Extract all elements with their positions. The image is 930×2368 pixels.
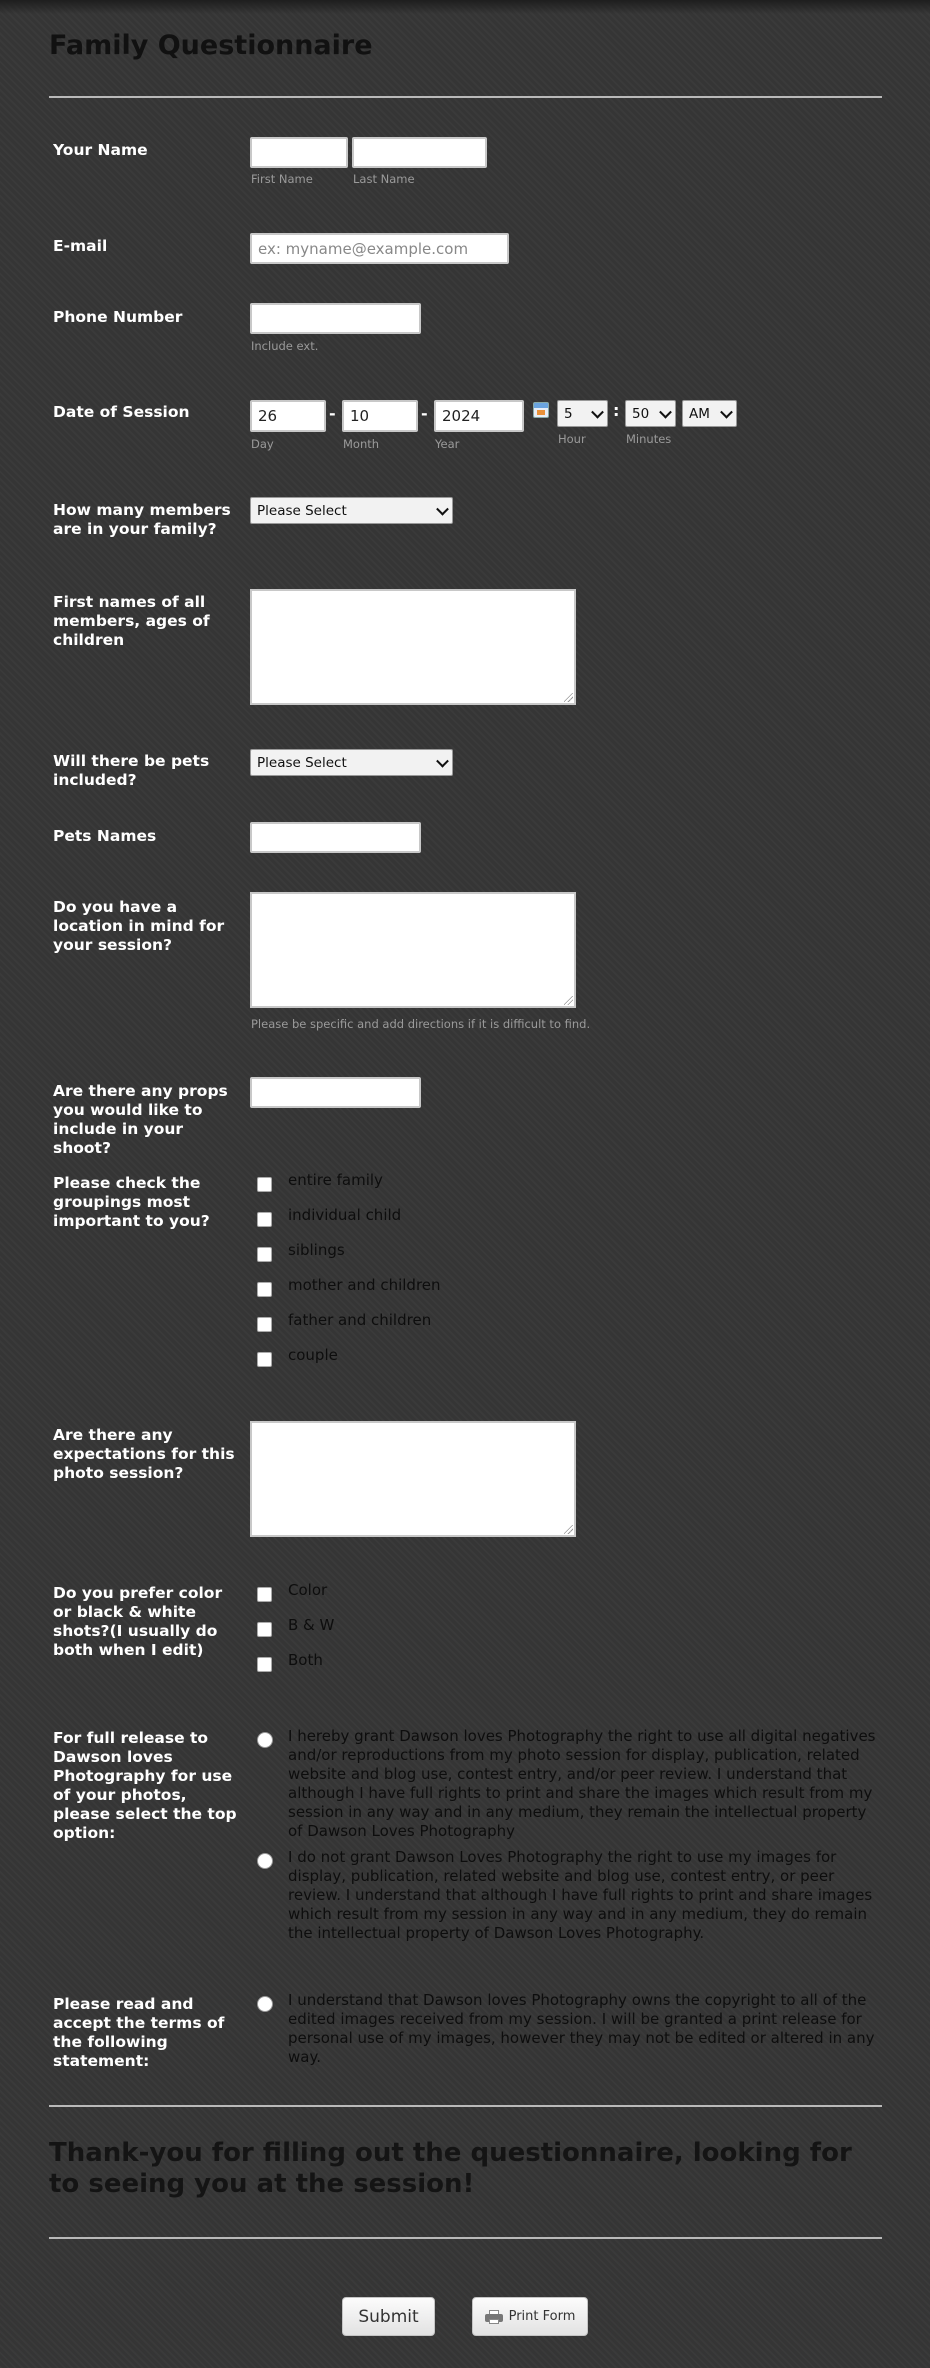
name-label: Your Name [53, 141, 148, 159]
pets-selected: Please Select [257, 754, 347, 771]
chevron-down-icon [659, 405, 672, 418]
first-name-input[interactable] [250, 137, 348, 168]
expectations-textarea[interactable] [250, 1421, 576, 1537]
submit-button-label: Submit [358, 2306, 419, 2327]
first-name-sublabel: First Name [251, 172, 313, 186]
color-pref-option-label: Color [288, 1581, 328, 1599]
terms-radio[interactable] [257, 1996, 273, 2012]
release-radio-deny[interactable] [257, 1853, 273, 1869]
year-sublabel: Year [435, 437, 460, 451]
members-selected: Please Select [257, 502, 347, 519]
color-pref-checkbox[interactable] [257, 1587, 272, 1602]
print-form-button[interactable] [472, 2297, 588, 2336]
chevron-down-icon [436, 754, 449, 767]
form-title: Family Questionnaire [49, 30, 373, 61]
phone-label: Phone Number [53, 308, 183, 326]
expectations-label: Are there any expectations for this photo session? [53, 1426, 235, 1482]
last-name-input[interactable] [352, 137, 487, 168]
names-ages-textarea[interactable] [250, 589, 576, 705]
pets-label: Will there be pets included? [53, 752, 210, 789]
resize-handle-icon[interactable] [564, 996, 573, 1005]
pets-names-input[interactable] [250, 822, 421, 853]
thank-you-heading: Thank-you for filling out the questionnaire, looking for to seeing you at the session! [49, 2138, 852, 2199]
phone-input[interactable] [250, 303, 421, 334]
section-divider [49, 2105, 882, 2107]
section-divider [49, 2237, 882, 2239]
props-input[interactable] [250, 1077, 421, 1108]
color-pref-checkbox[interactable] [257, 1622, 272, 1637]
day-sublabel: Day [251, 437, 274, 451]
chevron-down-icon [436, 502, 449, 515]
release-option-deny: I do not grant Dawson Loves Photography the right to use my images for display, publication, related website and blog use, contest entry, or peer review. I understand that although I have full rights to print and share images which result from my session in any way and in any medium, they do remain the intellectual property of Dawson Loves Photography. [288, 1848, 873, 1942]
hour-select[interactable] [557, 400, 608, 427]
location-label: Do you have a location in mind for your session? [53, 898, 225, 954]
release-label: For full release to Dawson loves Photography for use of your photos, please select the top option: [53, 1729, 237, 1842]
grouping-checkbox[interactable] [257, 1212, 272, 1227]
date-label: Date of Session [53, 403, 190, 421]
resize-handle-icon[interactable] [564, 693, 573, 702]
grouping-option-label: mother and children [288, 1276, 441, 1294]
minutes-select[interactable] [625, 400, 676, 427]
location-sublabel: Please be specific and add directions if it is difficult to find. [251, 1017, 591, 1031]
terms-option: I understand that Dawson loves Photography owns the copyright to all of the edited images received from my session. I will be granted a print release for personal use of my images, however they may not be edited or altered in any way. [288, 1991, 875, 2066]
names-ages-label: First names of all members, ages of children [53, 593, 210, 649]
grouping-checkbox[interactable] [257, 1282, 272, 1297]
chevron-down-icon [720, 405, 733, 418]
minutes-sublabel: Minutes [626, 432, 672, 446]
grouping-option-label: entire family [288, 1171, 383, 1189]
email-input[interactable] [250, 233, 509, 264]
hour-value: 5 [564, 405, 573, 422]
year-input[interactable] [434, 400, 524, 432]
submit-button[interactable] [342, 2297, 435, 2336]
print-form-label: Print Form [508, 2309, 576, 2324]
members-select[interactable] [250, 497, 453, 524]
grouping-checkbox[interactable] [257, 1317, 272, 1332]
grouping-option-label: individual child [288, 1206, 402, 1224]
header-divider [49, 96, 882, 98]
color-pref-option-label: B & W [288, 1616, 335, 1634]
color-pref-checkbox[interactable] [257, 1657, 272, 1672]
terms-label: Please read and accept the terms of the following statement: [53, 1995, 225, 2070]
grouping-option-label: father and children [288, 1311, 432, 1329]
day-input[interactable] [250, 400, 326, 432]
chevron-down-icon [591, 405, 604, 418]
grouping-checkbox[interactable] [257, 1177, 272, 1192]
month-input[interactable] [342, 400, 418, 432]
groupings-label: Please check the groupings most important to you? [53, 1174, 210, 1230]
grouping-option-label: couple [288, 1346, 338, 1364]
top-shadow [0, 0, 930, 14]
grouping-checkbox[interactable] [257, 1352, 272, 1367]
date-separator: - [421, 404, 428, 423]
calendar-icon[interactable] [533, 402, 549, 418]
members-label: How many members are in your family? [53, 501, 231, 538]
phone-sublabel: Include ext. [251, 339, 319, 353]
grouping-checkbox[interactable] [257, 1247, 272, 1262]
props-label: Are there any props you would like to include in your shoot? [53, 1082, 228, 1157]
email-label: E-mail [53, 237, 108, 255]
pets-names-label: Pets Names [53, 827, 157, 845]
date-separator: - [329, 404, 336, 423]
minutes-value: 50 [632, 405, 650, 422]
color-pref-option-label: Both [288, 1651, 323, 1669]
last-name-sublabel: Last Name [353, 172, 415, 186]
ampm-value: AM [689, 405, 710, 422]
resize-handle-icon[interactable] [564, 1525, 573, 1534]
color-pref-label: Do you prefer color or black & white shots?(I usually do both when I edit) [53, 1584, 223, 1659]
month-sublabel: Month [343, 437, 380, 451]
release-option-grant: I hereby grant Dawson loves Photography the right to use all digital negatives and/or reproductions from my photo session for display, publication, related website and blog use, contest entry, and/or peer review. I understand that although I have full rights to print and share the images which result from my session in any way and in any medium, they remain the intellectual property of Dawson Loves Photography [288, 1727, 876, 1840]
pets-select[interactable] [250, 749, 453, 776]
time-colon: : [613, 401, 620, 420]
location-textarea[interactable] [250, 892, 576, 1008]
release-radio-grant[interactable] [257, 1732, 273, 1748]
printer-icon [485, 2310, 503, 2324]
grouping-option-label: siblings [288, 1241, 345, 1259]
ampm-select[interactable] [682, 400, 737, 427]
hour-sublabel: Hour [558, 432, 586, 446]
